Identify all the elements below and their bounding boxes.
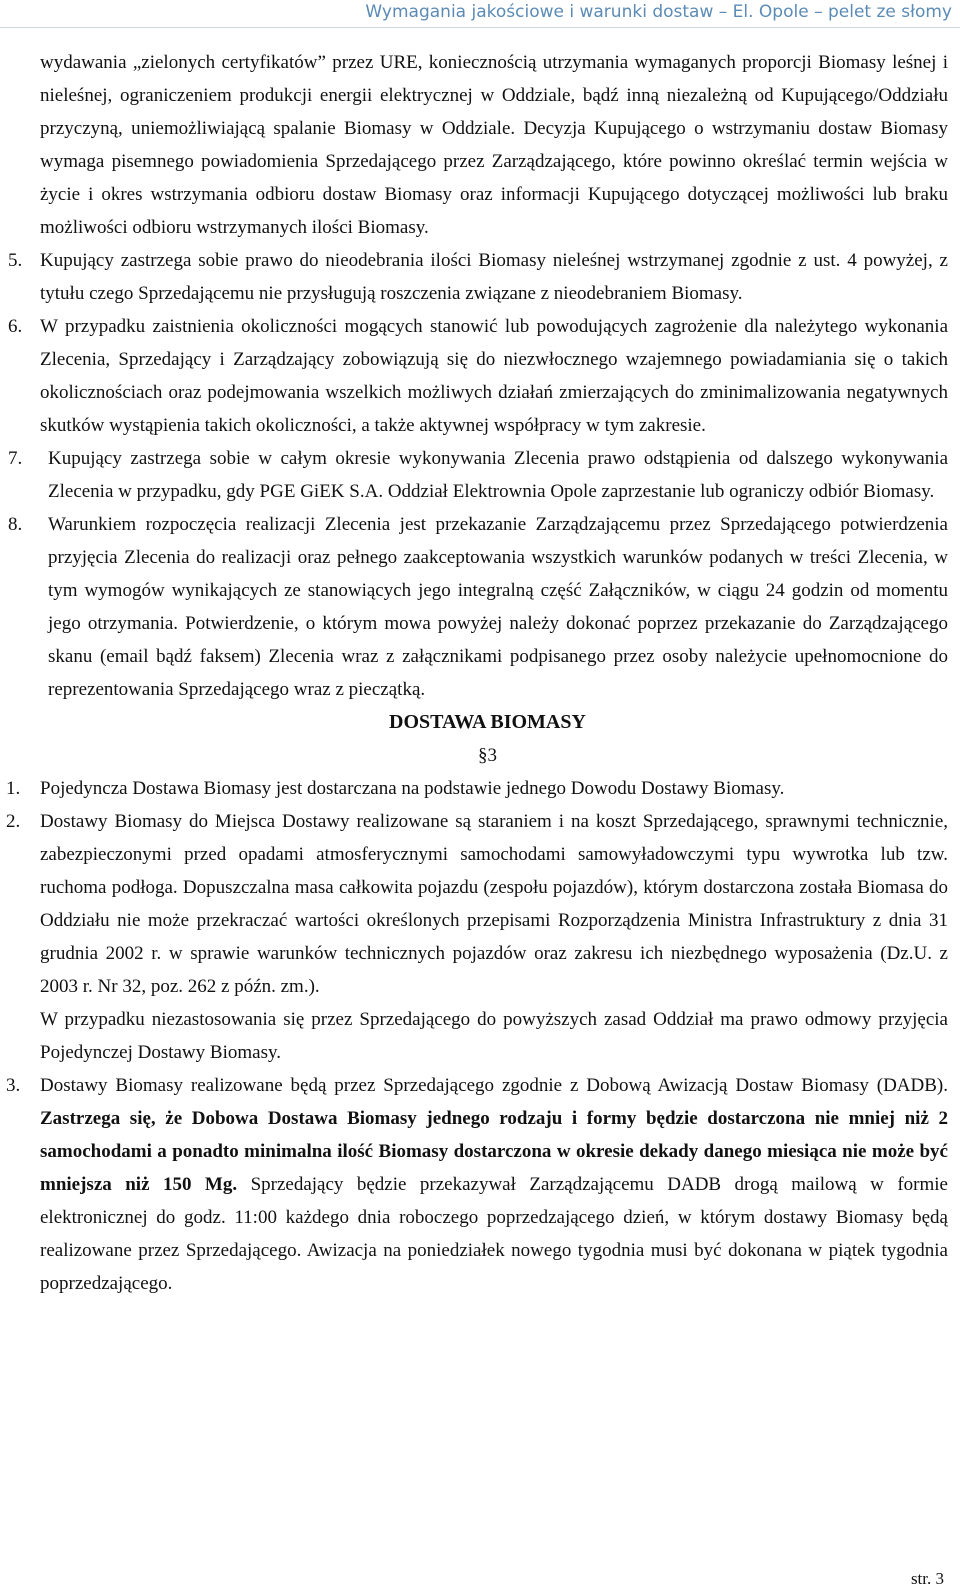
list-item-8 bbox=[8, 508, 948, 706]
list-item-text: Pojedyncza Dostawa Biomasy jest dostarczana na podstawie jednego Dowodu Dostawy Biomasy. bbox=[40, 778, 785, 799]
list-item-text: Kupujący zastrzega sobie w całym okresie wykonywania Zlecenia prawo odstąpienia od dalszego wykonywania Zlecenia w przypadku, gdy PGE GiEK S.A. Oddział Elektrownia Opole zaprzestanie lub ograniczy odbiór Biomasy. bbox=[48, 448, 948, 502]
list-item-7 bbox=[8, 442, 948, 508]
page-number: str. 3 bbox=[910, 1569, 944, 1588]
list-item-text: Dostawy Biomasy do Miejsca Dostawy realizowane są staraniem i na koszt Sprzedającego, sprawnymi technicznie, zabezpieczonymi przed opadami atmosferycznymi samochodami samowyładowczymi typu wywrotka lub tzw. ruchoma podłoga. Dopuszczalna masa całkowita pojazdu (zespołu pojazdów), którym dostarczona została Biomasa do Oddziału nie może przekraczać wartości określonych przepisami Rozporządzenia Ministra Infrastruktury z dnia 31 grudnia 2002 r. w sprawie warunków technicznych pojazdów oraz zakresu ich niezbędnego wyposażenia (Dz.U. z 2003 r. Nr 32, poz. 262 z późn. zm.). bbox=[40, 811, 948, 997]
list-item-text: W przypadku zaistnienia okoliczności mogących stanowić lub powodujących zagrożenie dla należytego wykonania Zlecenia, Sprzedający i Zarządzający zobowiązują się do niezwłocznego wzajemnego powiadamiania się o takich okolicznościach oraz podejmowania wszelkich możliwych działań zmierzających do zminimalizowania negatywnych skutków wystąpienia takich okoliczności, a także aktywnej współpracy w tym zakresie. bbox=[40, 316, 948, 436]
list-number: 5. bbox=[8, 250, 23, 271]
list-number: 7. bbox=[8, 448, 23, 469]
list-number: 3. bbox=[6, 1075, 21, 1096]
section-paragraph-mark: §3 bbox=[478, 745, 497, 766]
section-title: DOSTAWA BIOMASY bbox=[389, 711, 586, 733]
list-item-6 bbox=[8, 310, 948, 442]
running-header: Wymagania jakościowe i warunki dostaw – El. Opole – pelet ze słomy bbox=[365, 2, 952, 22]
item-3-tail-text: Sprzedający będzie przekazywał Zarządzającemu DADB drogą mailową w formie elektronicznej do godz. 11:00 każdego dnia roboczego poprzedzającego dzień, w którym dostawy Biomasy będą realizowane przez Sprzedającego. Awizacja na poniedziałek nowego tygodnia musi być dokonana w piątek tygodnia poprzedzającego. bbox=[40, 1174, 948, 1294]
list-number: 1. bbox=[6, 778, 21, 799]
list-item-text bbox=[40, 1069, 948, 1300]
list-number: 6. bbox=[8, 316, 23, 337]
item-3-lead-text: Dostawy Biomasy realizowane będą przez Sprzedającego zgodnie z Dobową Awizacją Dostaw Biomasy (DADB). bbox=[40, 1075, 948, 1096]
list-number: 2. bbox=[6, 811, 21, 832]
section-item-2-note: W przypadku niezastosowania się przez Sprzedającego do powyższych zasad Oddział ma prawo odmowy przyjęcia Pojedynczej Dostawy Biomasy. bbox=[40, 1009, 948, 1063]
continued-paragraph: wydawania „zielonych certyfikatów” przez URE, koniecznością utrzymania wymaganych proporcji Biomasy leśnej i nieleśnej, ograniczeniem produkcji energii elektrycznej w Oddziale, bądź inną niezależną od Kupującego/Oddziału przyczyną, uniemożliwiającą spalanie Biomasy w Oddziale. Decyzja Kupującego o wstrzymaniu dostaw Biomasy wymaga pisemnego powiadomienia Sprzedającego przez Zarządzającego, które powinno określać termin wejścia w życie i okres wstrzymania odbioru dostaw Biomasy oraz informacji Kupującego dotyczącej możliwości lub braku możliwości odbioru wstrzymanych ilości Biomasy. bbox=[40, 52, 948, 238]
list-number: 8. bbox=[8, 514, 23, 535]
list-item-text: Kupujący zastrzega sobie prawo do nieodebrania ilości Biomasy nieleśnej wstrzymanej zgodnie z ust. 4 powyżej, z tytułu czego Sprzedającemu nie przysługują roszczenia związane z nieodebraniem Biomasy. bbox=[40, 250, 948, 304]
list-item-5 bbox=[8, 244, 948, 310]
section-item-1 bbox=[6, 772, 948, 805]
section-item-3 bbox=[6, 1069, 948, 1300]
header-divider bbox=[0, 27, 960, 28]
item-3-bold-clause: Zastrzega się, że Dobowa Dostawa Biomasy jednego rodzaju i formy będzie dostarczona nie mniej niż 2 samochodami a ponadto minimalna ilość Biomasy dostarczona w okresie dekady danego miesiąca nie może być mniejsza niż 150 Mg. bbox=[40, 1108, 948, 1195]
document-body bbox=[0, 46, 960, 1300]
list-item-text: Warunkiem rozpoczęcia realizacji Zlecenia jest przekazanie Zarządzającemu przez Sprzedającego potwierdzenia przyjęcia Zlecenia do realizacji oraz pełnego zaakceptowania wszystkich warunków podanych w treści Zlecenia, w tym wymogów wynikających ze stanowiących jego integralną część Załączników, w ciągu 24 godzin od momentu jego otrzymania. Potwierdzenie, o którym mowa powyżej należy dokonać poprzez przekazanie do Zarządzającego skanu (email bądź faksem) Zlecenia wraz z załącznikami podpisanego przez osoby należycie upełnomocnione do reprezentowania Sprzedającego wraz z pieczątką. bbox=[48, 514, 948, 700]
section-item-2 bbox=[6, 805, 948, 1003]
